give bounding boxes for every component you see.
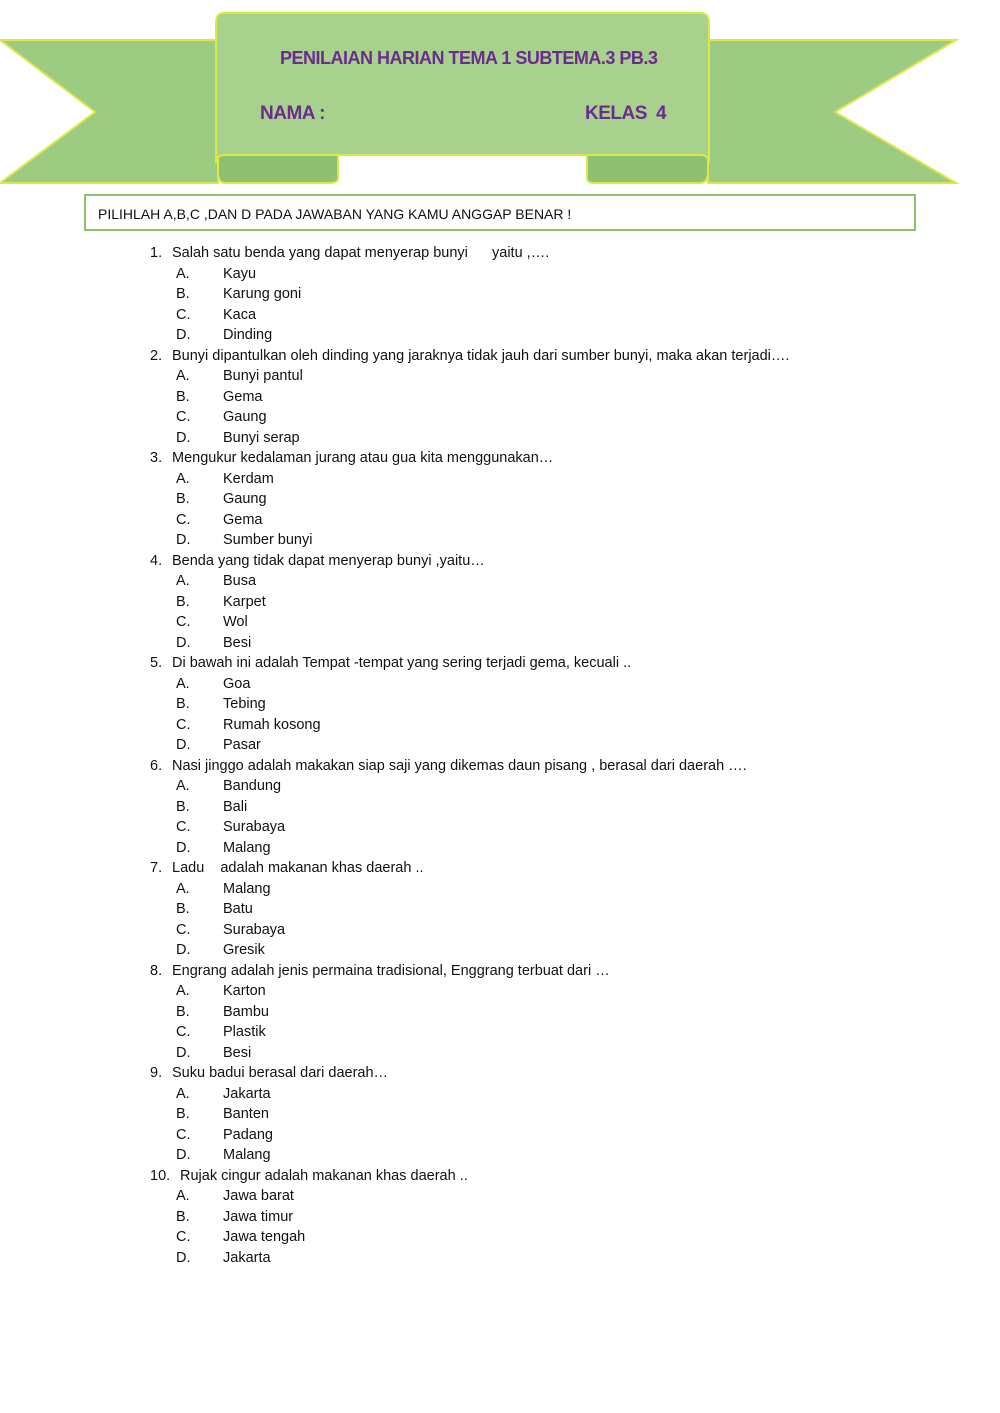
option-letter: B. [176, 1208, 190, 1225]
question-number: 1. [150, 245, 163, 261]
question-7 [150, 858, 950, 879]
option-text: Banten [223, 1106, 269, 1122]
question-number: 2. [150, 347, 163, 364]
option-text: Kaca [223, 306, 257, 323]
option-text: Kerdam [223, 470, 274, 487]
option-item[interactable] [150, 1186, 950, 1207]
option-text: Jawa barat [223, 1188, 294, 1204]
option-text: Goa [223, 675, 251, 692]
option-text: Besi [223, 1044, 252, 1061]
option-letter: D. [176, 839, 191, 856]
option-letter: A. [176, 470, 190, 487]
question-3 [150, 448, 950, 469]
page-title: PENILAIAN HARIAN TEMA 1 SUBTEMA.3 PB.3 [280, 48, 658, 68]
question-text: Bunyi dipantulkan oleh dinding yang jaraknya tidak jauh dari sumber bunyi, maka akan terjadi…. [172, 347, 790, 364]
option-text: Batu [223, 901, 253, 917]
question-number: 8. [150, 962, 163, 979]
option-item[interactable] [150, 612, 950, 633]
option-text: Jawa timur [223, 1208, 294, 1225]
option-text: Gaung [223, 409, 267, 425]
option-text: Bunyi serap [223, 429, 300, 446]
instruction-box: PILIHLAH A,B,C ,DAN D PADA JAWABAN YANG KAMU ANGGAP BENAR ! [84, 194, 916, 231]
option-letter: C. [176, 1229, 191, 1245]
option-text: Plastik [223, 1024, 266, 1040]
option-letter: B. [176, 593, 190, 610]
option-letter: A. [176, 983, 190, 999]
option-letter: C. [176, 921, 191, 938]
option-letter: A. [176, 778, 190, 794]
option-text: Gema [223, 388, 263, 405]
option-item[interactable] [150, 592, 950, 613]
option-letter: D. [176, 532, 191, 548]
option-text: Malang [223, 880, 271, 897]
option-letter: B. [176, 901, 190, 917]
option-item[interactable] [150, 571, 950, 592]
question-6 [150, 756, 950, 777]
kelas-value: 4 [656, 103, 667, 124]
banner-right-tail [708, 40, 956, 183]
option-letter: C. [176, 614, 191, 630]
option-item[interactable] [150, 1084, 950, 1105]
option-item[interactable] [150, 633, 950, 654]
option-letter: A. [176, 880, 190, 897]
question-text: Di bawah ini adalah Tempat -tempat yang sering terjadi gema, kecuali .. [172, 655, 632, 671]
option-item[interactable] [150, 715, 950, 736]
question-number: 4. [150, 552, 163, 569]
option-text: Surabaya [223, 921, 286, 938]
question-9 [150, 1063, 950, 1084]
option-letter: D. [176, 429, 191, 446]
option-item[interactable] [150, 1227, 950, 1248]
question-8 [150, 961, 950, 982]
option-item[interactable] [150, 735, 950, 756]
option-text: Bandung [223, 778, 282, 794]
option-text: Bunyi pantul [223, 368, 303, 384]
option-item[interactable] [150, 776, 950, 797]
option-letter: C. [176, 511, 191, 528]
option-text: Jakarta [223, 1085, 271, 1102]
option-item[interactable] [150, 879, 950, 900]
option-text: Bambu [223, 1003, 269, 1020]
option-item[interactable] [150, 1002, 950, 1023]
question-text: Salah satu benda yang dapat menyerap bunyi yaitu ,…. [172, 245, 550, 261]
option-text: Malang [223, 839, 271, 856]
option-item[interactable] [150, 1145, 950, 1166]
question-number: 7. [150, 860, 163, 876]
option-letter: D. [176, 1249, 191, 1266]
option-text: Wol [223, 614, 248, 630]
option-item[interactable] [150, 1207, 950, 1228]
question-text: Rujak cingur adalah makanan khas daerah .. [180, 1167, 468, 1184]
question-1 [150, 243, 950, 264]
option-item[interactable] [150, 1022, 950, 1043]
option-text: Gema [223, 511, 263, 528]
option-item[interactable] [150, 1104, 950, 1125]
option-text: Gaung [223, 491, 267, 507]
option-text: Besi [223, 634, 252, 651]
banner-left-tail [0, 40, 218, 183]
option-item[interactable] [150, 530, 950, 551]
option-item[interactable] [150, 674, 950, 695]
option-letter: C. [176, 716, 191, 733]
option-text: Gresik [223, 942, 265, 958]
option-text: Sumber bunyi [223, 532, 313, 548]
question-text: Engrang adalah jenis permaina tradisional, Enggrang terbuat dari … [172, 962, 610, 979]
question-text: Nasi jinggo adalah makakan siap saji yang dikemas daun pisang , berasal dari daerah …. [172, 757, 747, 774]
question-4 [150, 551, 950, 572]
option-item[interactable] [150, 899, 950, 920]
question-text: Ladu adalah makanan khas daerah .. [172, 860, 424, 876]
option-letter: D. [176, 737, 191, 753]
option-text: Bali [223, 798, 248, 815]
option-letter: D. [176, 634, 191, 651]
option-letter: C. [176, 409, 191, 425]
option-text: Malang [223, 1147, 271, 1163]
option-item[interactable] [150, 428, 950, 449]
option-letter: C. [176, 819, 191, 835]
option-text: Padang [223, 1126, 273, 1143]
option-item[interactable] [150, 797, 950, 818]
option-text: Jawa tengah [223, 1229, 306, 1245]
question-number: 9. [150, 1065, 163, 1081]
kelas-label: KELAS [585, 103, 647, 124]
option-item[interactable] [150, 1248, 950, 1269]
question-number: 3. [150, 450, 163, 466]
option-letter: A. [176, 1085, 190, 1102]
nama-label: NAMA : [260, 103, 325, 124]
option-letter: C. [176, 1126, 191, 1143]
option-item[interactable] [150, 407, 950, 428]
option-item[interactable] [150, 489, 950, 510]
option-item[interactable] [150, 366, 950, 387]
option-item[interactable] [150, 469, 950, 490]
option-item[interactable] [150, 817, 950, 838]
header-banner [0, 0, 1000, 190]
option-letter: C. [176, 306, 191, 323]
question-number: 10. [150, 1167, 171, 1184]
banner-main-panel [216, 13, 709, 163]
question-text: Mengukur kedalaman jurang atau gua kita menggunakan… [172, 450, 554, 466]
question-list [150, 243, 950, 1268]
option-item[interactable] [150, 1043, 950, 1064]
option-text: Busa [223, 573, 257, 589]
option-item[interactable] [150, 325, 950, 346]
option-letter: D. [176, 327, 191, 343]
option-item[interactable] [150, 1125, 950, 1146]
option-item[interactable] [150, 694, 950, 715]
option-letter: A. [176, 675, 190, 692]
option-letter: B. [176, 1003, 190, 1020]
option-item[interactable] [150, 305, 950, 326]
option-letter: A. [176, 1188, 190, 1204]
option-letter: B. [176, 798, 190, 815]
question-2 [150, 346, 950, 367]
option-text: Kayu [223, 265, 257, 282]
option-letter: B. [176, 286, 190, 302]
option-letter: D. [176, 1044, 191, 1061]
option-item[interactable] [150, 920, 950, 941]
option-letter: B. [176, 491, 190, 507]
option-letter: D. [176, 942, 191, 958]
option-text: Jakarta [223, 1249, 271, 1266]
option-item[interactable] [150, 387, 950, 408]
question-5 [150, 653, 950, 674]
option-item[interactable] [150, 264, 950, 285]
option-letter: B. [176, 388, 190, 405]
option-text: Karpet [223, 593, 266, 610]
option-item[interactable] [150, 510, 950, 531]
question-text: Benda yang tidak dapat menyerap bunyi ,yaitu… [172, 552, 485, 569]
option-text: Dinding [223, 327, 273, 343]
option-letter: B. [176, 696, 190, 712]
option-item[interactable] [150, 284, 950, 305]
question-number: 5. [150, 655, 163, 671]
option-letter: A. [176, 368, 190, 384]
option-item[interactable] [150, 838, 950, 859]
option-text: Rumah kosong [223, 716, 321, 733]
option-letter: A. [176, 265, 190, 282]
option-text: Surabaya [223, 819, 286, 835]
question-10 [150, 1166, 950, 1187]
option-letter: A. [176, 573, 190, 589]
option-item[interactable] [150, 981, 950, 1002]
option-text: Karton [223, 983, 266, 999]
option-item[interactable] [150, 940, 950, 961]
question-number: 6. [150, 757, 163, 774]
option-letter: D. [176, 1147, 191, 1163]
question-text: Suku badui berasal dari daerah… [172, 1065, 389, 1081]
option-text: Tebing [223, 696, 266, 712]
option-letter: B. [176, 1106, 190, 1122]
option-text: Karung goni [223, 286, 302, 302]
option-text: Pasar [223, 737, 261, 753]
option-letter: C. [176, 1024, 191, 1040]
